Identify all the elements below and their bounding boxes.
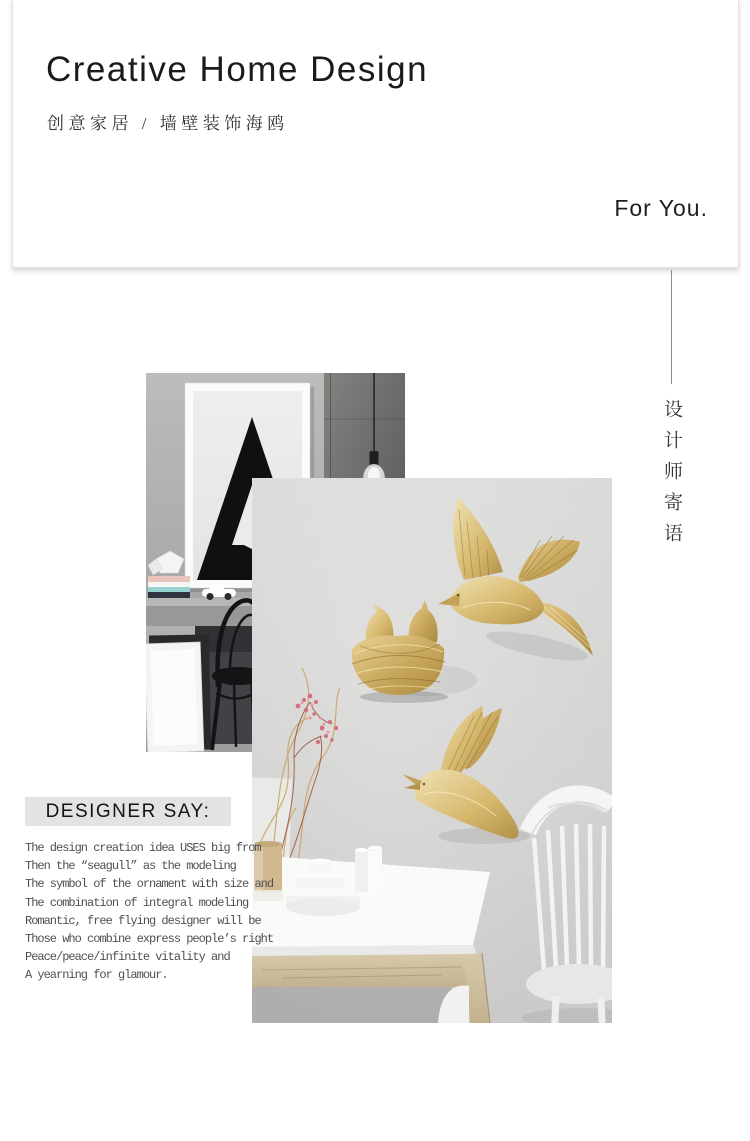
hero-card: [12, 0, 739, 268]
designer-say-line: Romantic, free flying designer will be: [25, 913, 261, 928]
designer-say-line: A yearning for glamour.: [25, 968, 168, 983]
leaning-frames: [146, 634, 211, 752]
tagline: For You.: [614, 195, 708, 221]
vertical-divider-line: [671, 270, 672, 384]
white-cylinder-vases: [355, 846, 382, 892]
page-subtitle: 创意家居 / 墙壁装饰海鸥: [47, 114, 289, 133]
book-stack: [148, 576, 190, 598]
designer-say-text: [25, 839, 287, 985]
designer-say-line: Those who combine express people’s right: [25, 932, 274, 947]
product-photo: [252, 478, 612, 1023]
designer-say-line: The combination of integral modeling: [25, 895, 249, 910]
designer-say-line: Peace/peace/infinite vitality and: [25, 950, 230, 965]
designer-note-vertical-text: 设计师寄语: [661, 399, 682, 554]
designer-say-label: DESIGNER SAY:: [45, 800, 211, 822]
designer-say-line: The design creation idea USES big from: [25, 841, 261, 855]
designer-say-line: The symbol of the ornament with size and: [25, 877, 274, 892]
page-title: Creative Home Design: [46, 50, 429, 89]
designer-say-band: [25, 797, 231, 826]
designer-say-line: Then the “seagull” as the modeling: [25, 859, 236, 874]
